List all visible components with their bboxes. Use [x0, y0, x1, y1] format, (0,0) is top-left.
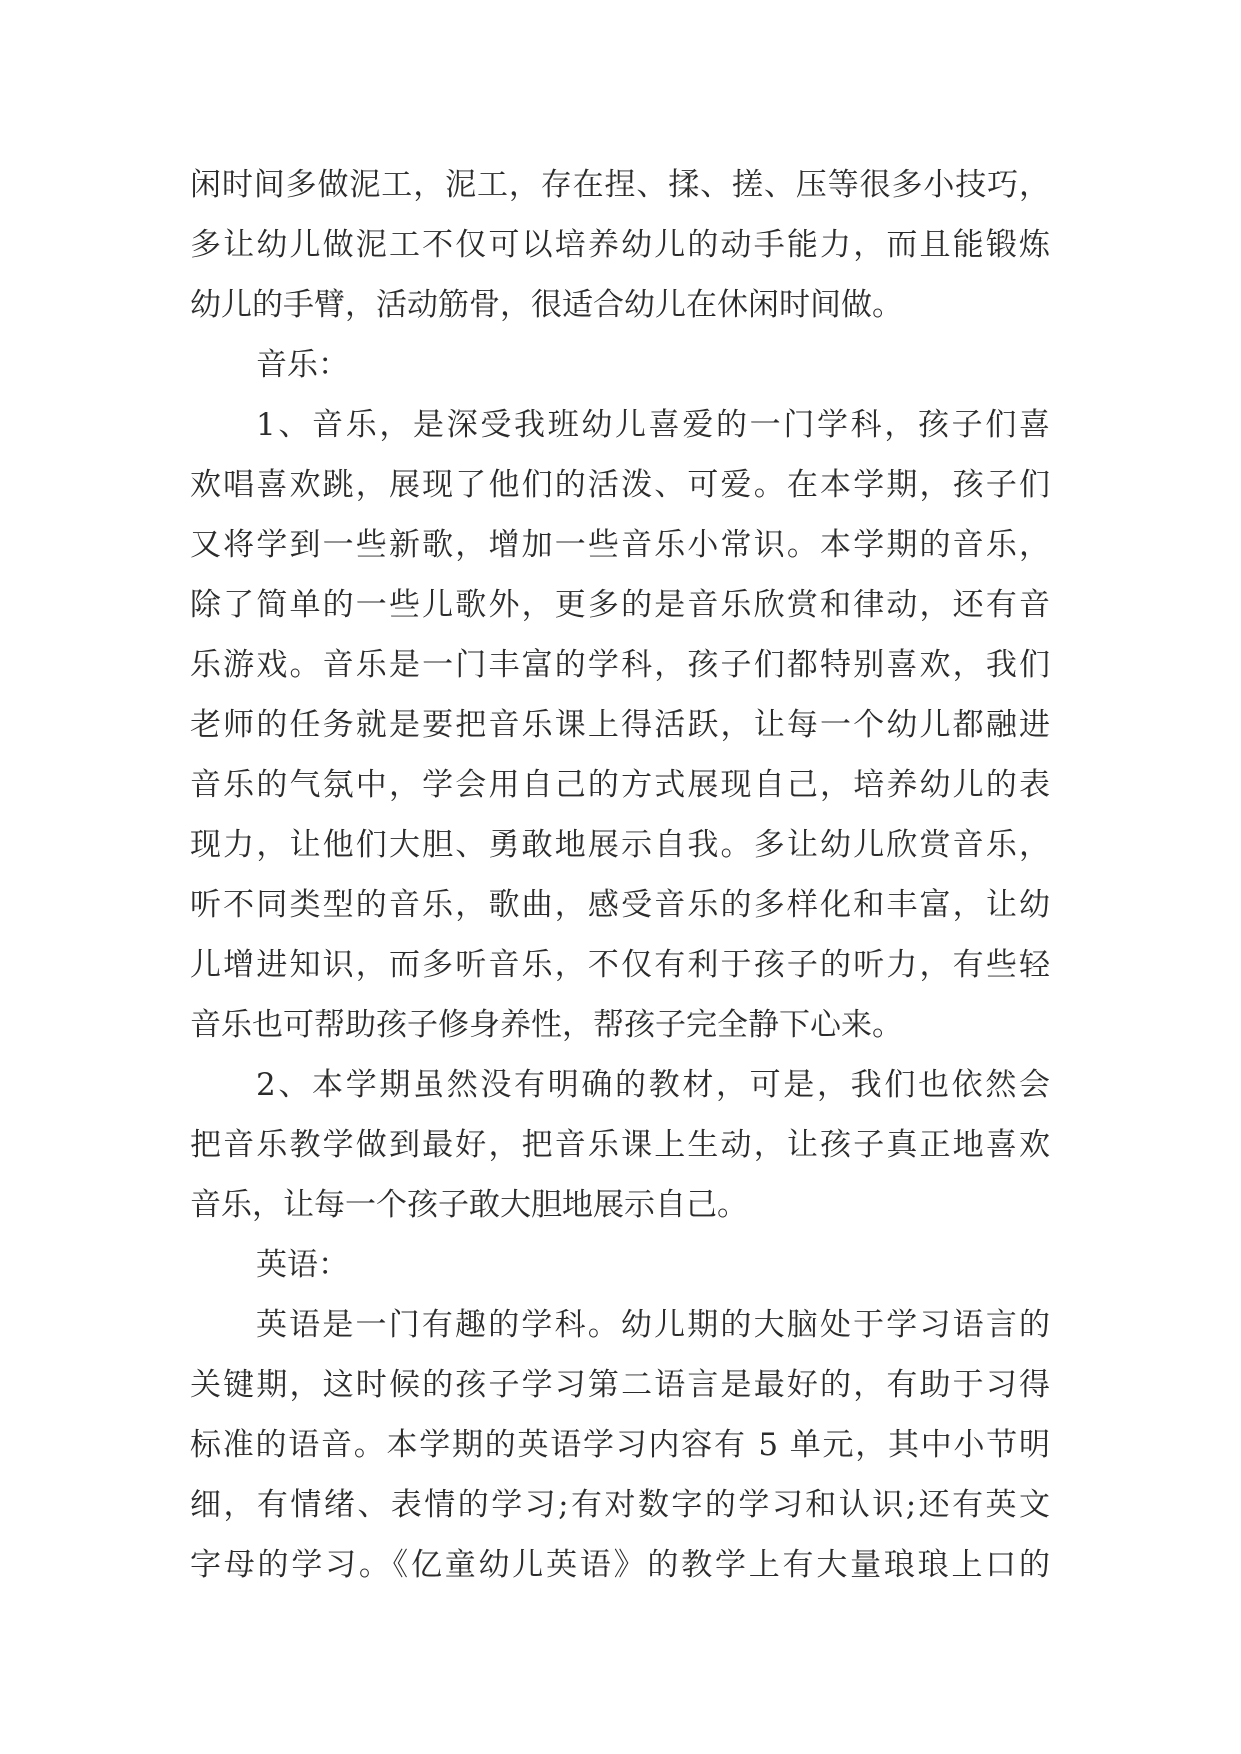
- text-line: 多让幼儿做泥工不仅可以培养幼儿的动手能力，而且能锻炼: [190, 227, 1050, 263]
- section-heading-music: [190, 335, 1050, 395]
- text-line: 听不同类型的音乐，歌曲，感受音乐的多样化和丰富，让幼: [190, 887, 1050, 923]
- text-line: 乐游戏。音乐是一门丰富的学科，孩子们都特别喜欢，我们: [190, 647, 1050, 683]
- text-line: 2、本学期虽然没有明确的教材，可是，我们也依然会: [256, 1067, 1050, 1103]
- paragraph-clay-work: [190, 155, 1050, 335]
- text-line: 除了简单的一些儿歌外，更多的是音乐欣赏和律动，还有音: [190, 587, 1050, 623]
- text-line: 1、音乐，是深受我班幼儿喜爱的一门学科，孩子们喜: [256, 407, 1050, 443]
- text-line: 又将学到一些新歌，增加一些音乐小常识。本学期的音乐，: [190, 527, 1050, 563]
- text-line: 欢唱喜欢跳，展现了他们的活泼、可爱。在本学期，孩子们: [190, 467, 1050, 503]
- section-heading-english: [190, 1235, 1050, 1295]
- text-line: 细，有情绪、表情的学习;有对数字的学习和认识;还有英文: [190, 1487, 1050, 1523]
- text-line: 标准的语音。本学期的英语学习内容有 5 单元，其中小节明: [190, 1427, 1050, 1463]
- text-line: 关键期，这时候的孩子学习第二语言是最好的，有助于习得: [190, 1367, 1050, 1403]
- text-line: 英语是一门有趣的学科。幼儿期的大脑处于学习语言的: [256, 1307, 1050, 1343]
- text-line: 闲时间多做泥工，泥工，存在捏、揉、搓、压等很多小技巧，: [190, 167, 1050, 203]
- text-line: 音乐，让每一个孩子敢大胆地展示自己。: [190, 1187, 748, 1223]
- text-line: 字母的学习。《亿童幼儿英语》的教学上有大量琅琅上口的: [190, 1547, 1050, 1583]
- paragraph-english: [190, 1295, 1050, 1595]
- section-heading: 英语：: [256, 1247, 349, 1283]
- text-line: 音乐也可帮助孩子修身养性，帮孩子完全静下心来。: [190, 1007, 903, 1043]
- document-body: [190, 155, 1050, 1595]
- section-heading: 音乐：: [256, 347, 349, 383]
- text-line: 把音乐教学做到最好，把音乐课上生动，让孩子真正地喜欢: [190, 1127, 1050, 1163]
- text-line: 现力，让他们大胆、勇敢地展示自我。多让幼儿欣赏音乐，: [190, 827, 1050, 863]
- paragraph-music-1: [190, 395, 1050, 1055]
- paragraph-music-2: [190, 1055, 1050, 1235]
- text-line: 老师的任务就是要把音乐课上得活跃，让每一个幼儿都融进: [190, 707, 1050, 743]
- text-line: 音乐的气氛中，学会用自己的方式展现自己，培养幼儿的表: [190, 767, 1050, 803]
- text-line: 幼儿的手臂，活动筋骨，很适合幼儿在休闲时间做。: [190, 287, 903, 323]
- text-line: 儿增进知识，而多听音乐，不仅有利于孩子的听力，有些轻: [190, 947, 1050, 983]
